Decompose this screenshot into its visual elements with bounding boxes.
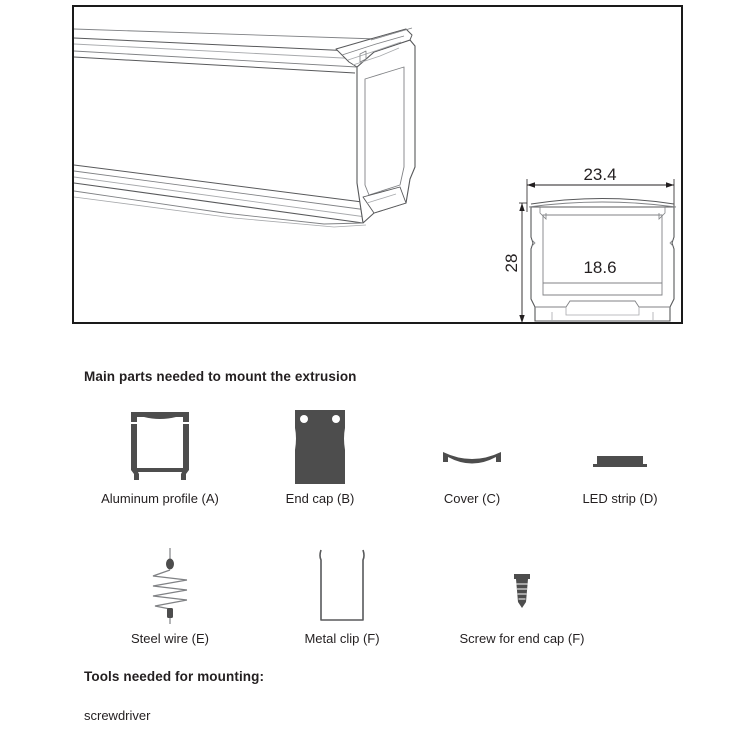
part-label-led-strip: LED strip (D) — [582, 491, 658, 506]
end-cap-icon — [290, 408, 350, 486]
parts-row-1 — [72, 406, 692, 516]
part-steel-wire — [90, 546, 250, 656]
metal-clip-icon — [306, 546, 378, 626]
cover-icon — [437, 408, 507, 486]
cross-section-view — [502, 165, 676, 322]
extrusion-3d-view — [74, 28, 415, 227]
end-cap-art — [240, 406, 400, 486]
part-label-aluminum-profile: Aluminum profile (A) — [101, 491, 219, 506]
part-screw — [442, 546, 602, 656]
dimension-width-label: 23.4 — [583, 165, 617, 184]
parts-heading: Main parts needed to mount the extrusion — [84, 369, 357, 384]
part-label-screw: Screw for end cap (F) — [459, 631, 585, 646]
tools-heading: Tools needed for mounting: — [84, 669, 265, 684]
parts-row-2 — [72, 546, 692, 656]
part-cover — [392, 406, 552, 516]
technical-drawing-frame — [72, 5, 683, 324]
steel-wire-icon — [140, 546, 200, 626]
part-label-cover: Cover (C) — [443, 491, 501, 506]
part-metal-clip — [262, 546, 422, 656]
led-strip-icon — [589, 408, 651, 486]
part-led-strip — [540, 406, 700, 516]
part-label-metal-clip: Metal clip (F) — [304, 631, 380, 646]
dimension-inner-width-label: 18.6 — [583, 258, 617, 277]
aluminum-profile-icon — [128, 408, 192, 486]
part-aluminum-profile — [80, 406, 240, 516]
screw-art — [442, 546, 602, 626]
part-label-end-cap: End cap (B) — [285, 491, 355, 506]
technical-drawing — [74, 7, 681, 322]
tools-text: screwdriver — [84, 708, 151, 723]
aluminum-profile-art — [80, 406, 240, 486]
led-strip-art — [540, 406, 700, 486]
cover-art — [392, 406, 552, 486]
screw-icon — [502, 546, 542, 626]
steel-wire-art — [90, 546, 250, 626]
metal-clip-art — [262, 546, 422, 626]
part-end-cap — [240, 406, 400, 516]
dimension-height-label: 28 — [502, 253, 521, 273]
part-label-steel-wire: Steel wire (E) — [130, 631, 210, 646]
